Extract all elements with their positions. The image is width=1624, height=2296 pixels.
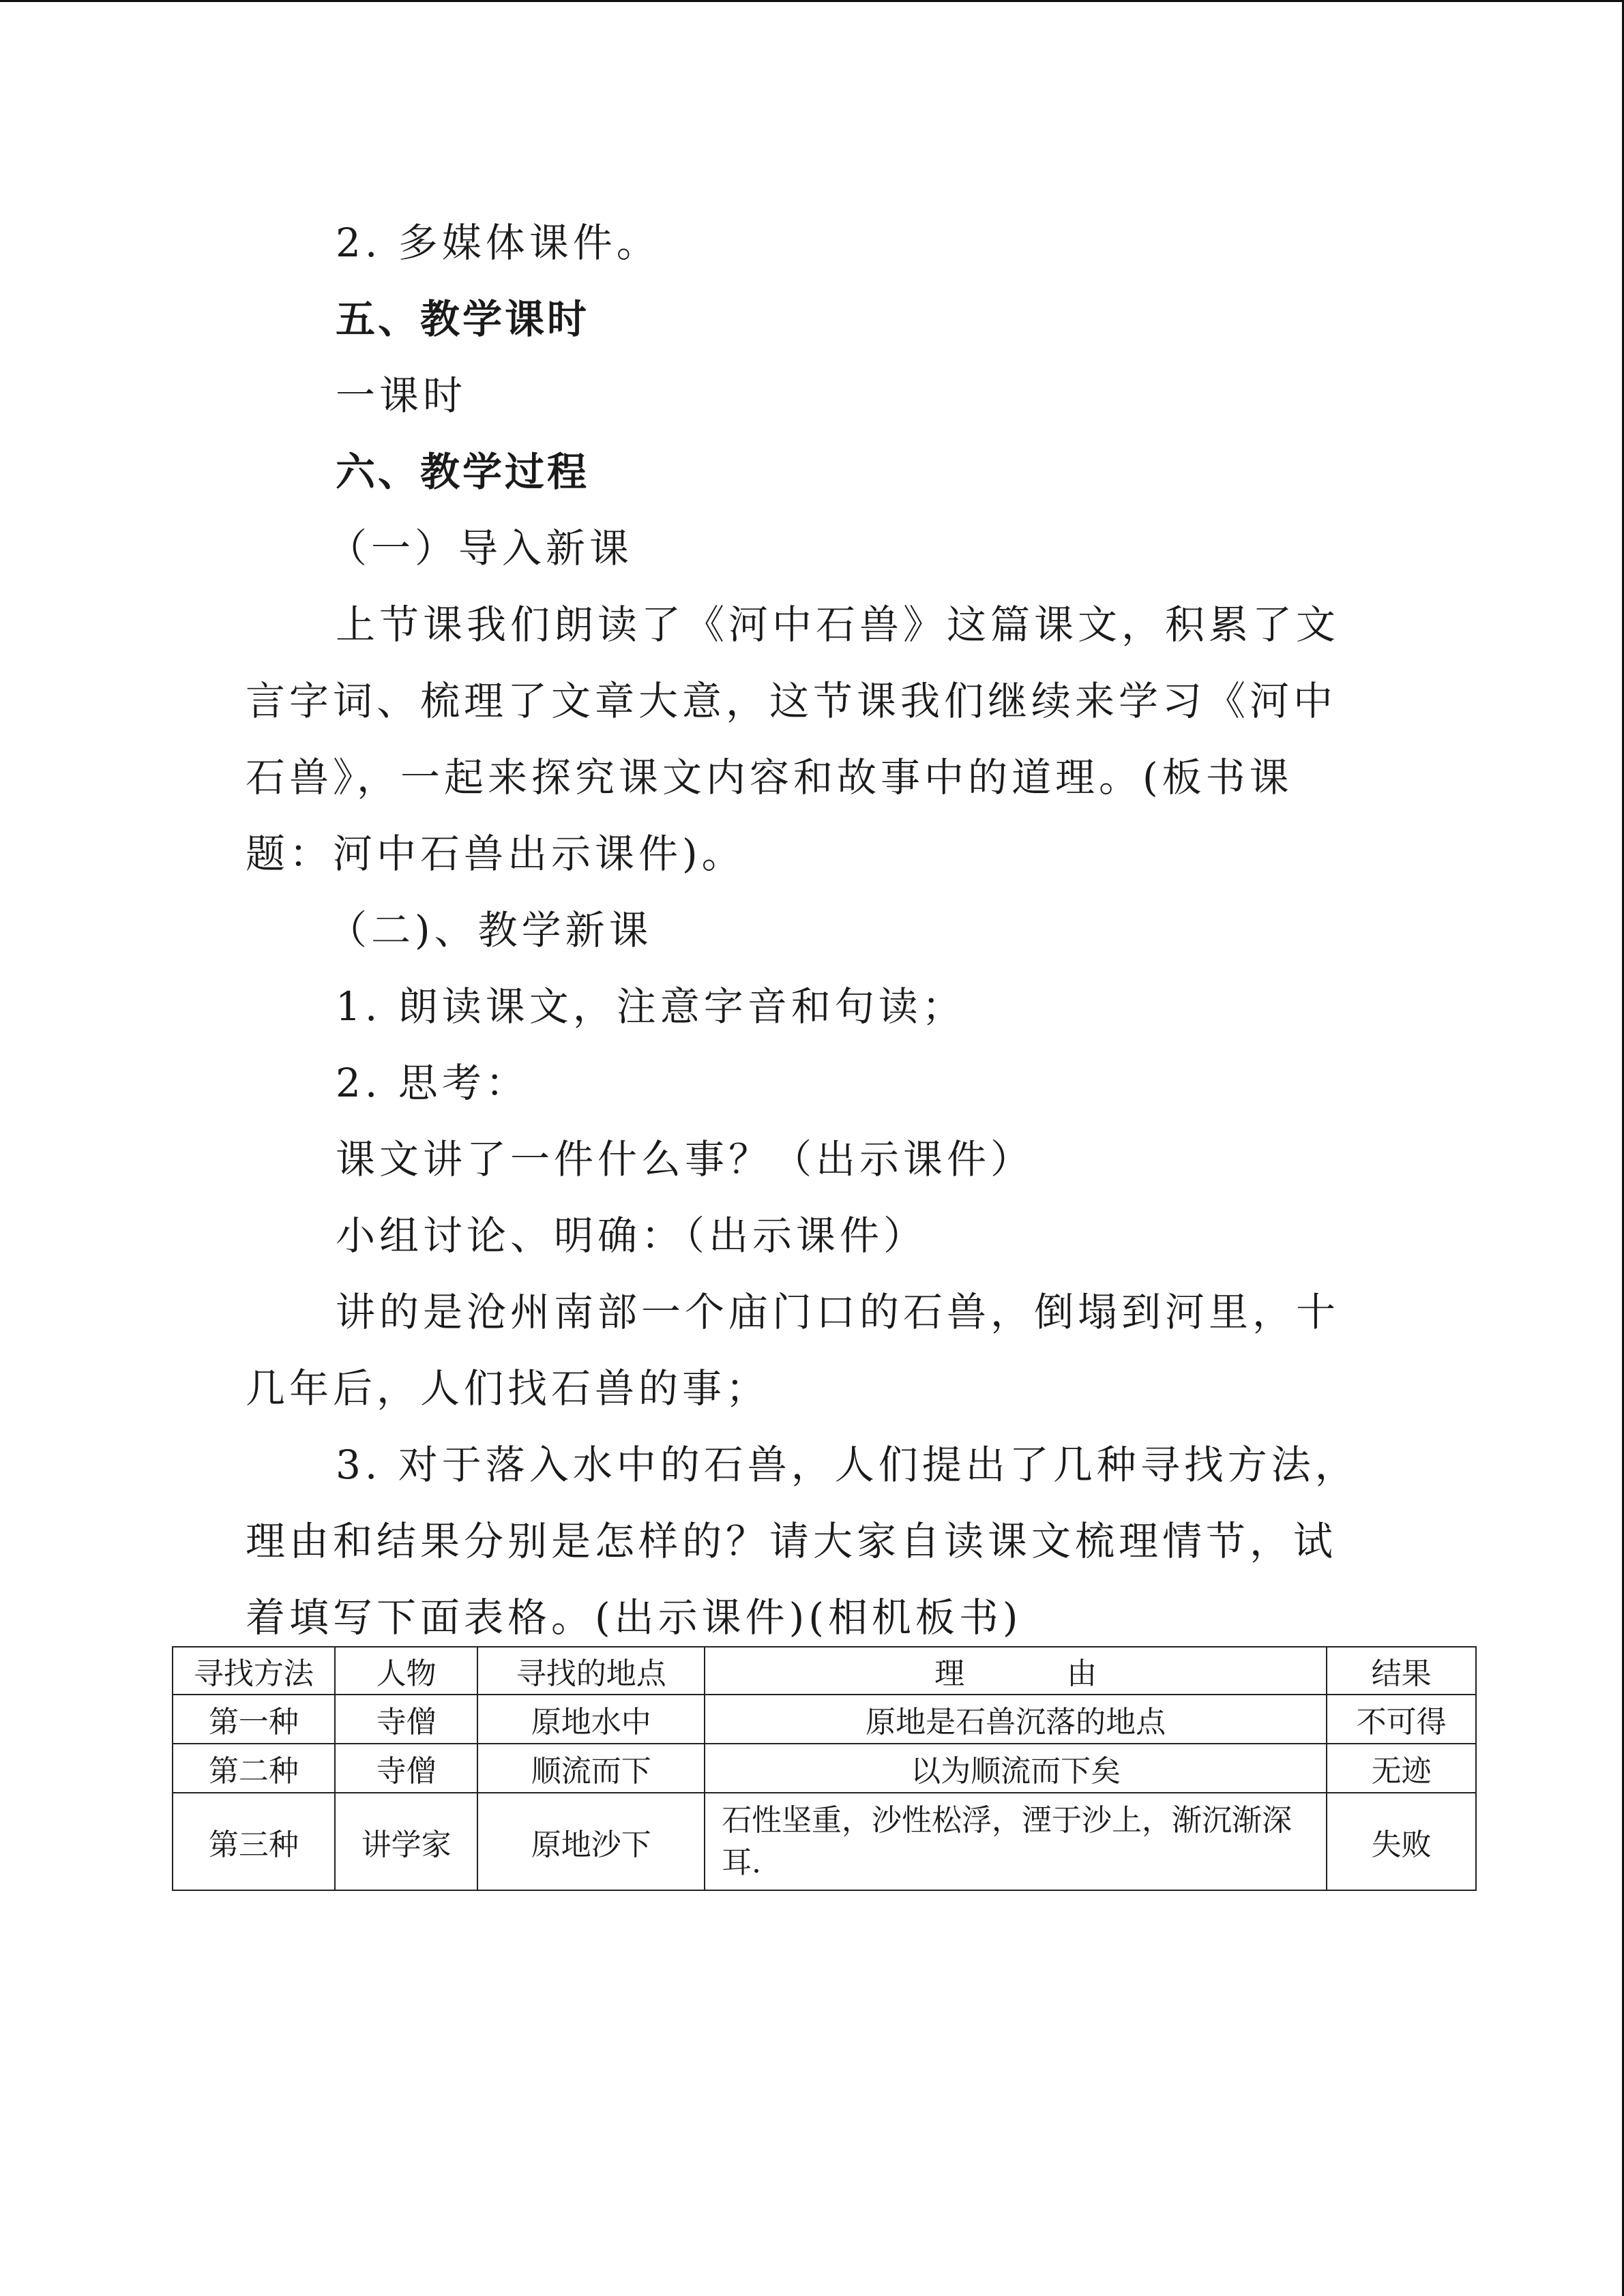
- paragraph-answer: [246, 1274, 1344, 1427]
- item-multimedia: 2. 多媒体课件。: [336, 220, 660, 266]
- table-row: [173, 1695, 1476, 1744]
- cell-method: 第二种: [173, 1744, 335, 1793]
- cell-result: 不可得: [1327, 1695, 1476, 1744]
- paragraph-line: 题：河中石兽出示课件)。: [246, 831, 745, 877]
- cell-reason: 以为顺流而下矣: [705, 1744, 1327, 1793]
- cell-reason: 原地是石兽沉落的地点: [705, 1695, 1327, 1744]
- header-reason-label: 理由: [934, 1656, 1200, 1691]
- step-read-aloud: 1. 朗读课文，注意字音和句读；: [336, 983, 966, 1030]
- group-discussion: 小组讨论、明确：（出示课件）: [336, 1212, 928, 1259]
- question-what-happened: 课文讲了一件什么事？（出示课件）: [336, 1136, 1035, 1182]
- cell-result: 无迹: [1327, 1744, 1476, 1793]
- paragraph-line: 石兽》，一起来探究课文内容和故事中的道理。(板书课: [246, 754, 1293, 801]
- table-row: [173, 1793, 1476, 1890]
- subheading-intro: （一）导入新课: [327, 525, 634, 571]
- subheading-new-lesson: （二)、教学新课: [327, 907, 653, 953]
- header-place: 寻找的地点: [477, 1647, 705, 1695]
- paragraph-line: 理由和结果分别是怎样的？请大家自读课文梳理情节，试: [246, 1518, 1338, 1564]
- paragraph-intro: [246, 586, 1344, 892]
- table-header-row: [173, 1647, 1476, 1695]
- header-result: 结果: [1327, 1647, 1476, 1695]
- cell-place: 顺流而下: [477, 1744, 705, 1793]
- header-reason: [705, 1647, 1327, 1695]
- paragraph-line: 3. 对于落入水中的石兽，人们提出了几种寻找方法，: [336, 1442, 1359, 1488]
- paragraph-line: 讲的是沧州南部一个庙门口的石兽，倒塌到河里，十: [336, 1289, 1340, 1335]
- cell-person: 讲学家: [335, 1793, 478, 1890]
- cell-person: 寺僧: [335, 1695, 478, 1744]
- class-hours-value: 一课时: [336, 372, 467, 419]
- section-heading-teaching-process: 六、教学过程: [336, 449, 590, 495]
- search-method-table: [172, 1646, 1477, 1891]
- paragraph-line: 上节课我们朗读了《河中石兽》这篇课文，积累了文: [336, 601, 1340, 648]
- document-body: [246, 205, 1359, 1656]
- section-heading-class-hours: 五、教学课时: [336, 296, 590, 342]
- cell-method: 第三种: [173, 1793, 335, 1890]
- header-method: 寻找方法: [173, 1647, 335, 1695]
- page-border-top: [0, 0, 1624, 2]
- table-row: [173, 1744, 1476, 1793]
- cell-place: 原地沙下: [477, 1793, 705, 1890]
- cell-reason: 石性坚重，沙性松浮，湮于沙上，渐沉渐深耳.: [705, 1793, 1327, 1890]
- paragraph-line: 着填写下面表格。(出示课件)(相机板书): [246, 1594, 1022, 1641]
- paragraph-line: 几年后，人们找石兽的事；: [246, 1365, 770, 1412]
- paragraph-line: 言字词、梳理了文章大意，这节课我们继续来学习《河中: [246, 678, 1338, 724]
- cell-method: 第一种: [173, 1695, 335, 1744]
- paragraph-step3: [246, 1427, 1359, 1656]
- cell-place: 原地水中: [477, 1695, 705, 1744]
- header-person: 人物: [335, 1647, 478, 1695]
- cell-result: 失败: [1327, 1793, 1476, 1890]
- cell-person: 寺僧: [335, 1744, 478, 1793]
- step-think: 2. 思考：: [336, 1060, 529, 1106]
